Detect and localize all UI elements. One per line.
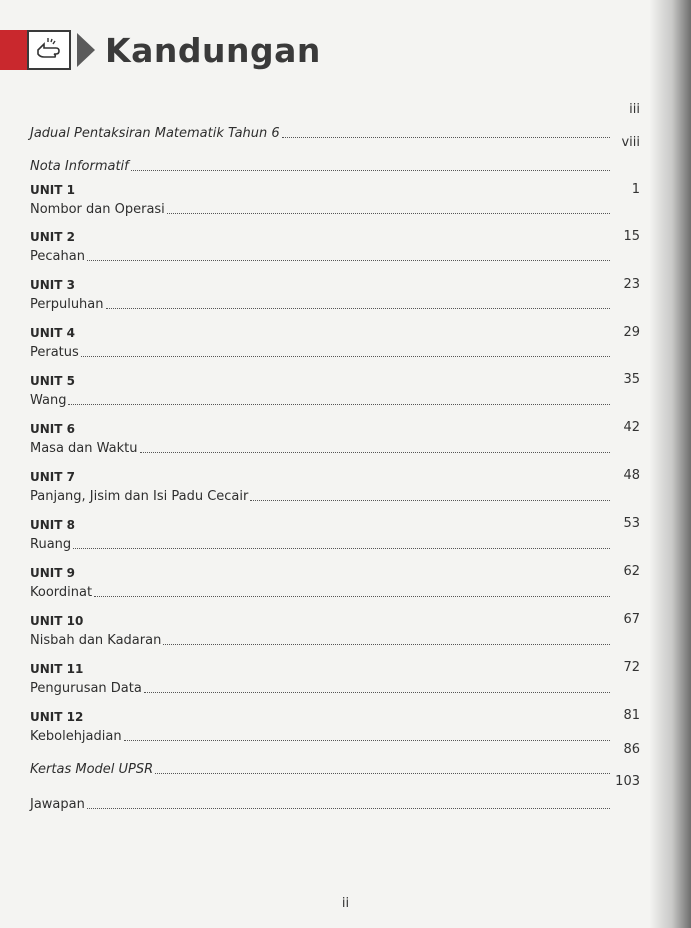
- toc-entry-title: Jawapan: [30, 797, 85, 812]
- unit-label: UNIT 7: [30, 470, 75, 484]
- toc-page-number: 72: [623, 660, 640, 675]
- unit-label: UNIT 3: [30, 278, 75, 292]
- toc-page-number: 48: [623, 468, 640, 483]
- toc-entry-title: Pecahan: [30, 249, 85, 264]
- toc-entry[interactable]: [30, 585, 640, 600]
- unit-label: UNIT 10: [30, 614, 84, 628]
- toc-entry-title: Panjang, Jisim dan Isi Padu Cecair: [30, 489, 249, 504]
- dot-leader: [163, 643, 610, 645]
- unit-label: UNIT 1: [30, 183, 75, 197]
- toc-entry[interactable]: [30, 249, 640, 264]
- toc-page-number: 15: [623, 229, 640, 244]
- red-header-tab: [0, 30, 27, 70]
- unit-label: UNIT 5: [30, 374, 75, 388]
- dot-leader: [87, 259, 610, 261]
- dot-leader: [124, 739, 610, 741]
- toc-entry[interactable]: [30, 633, 640, 648]
- page-edge-shadow: [649, 0, 691, 928]
- toc-entry-title: Masa dan Waktu: [30, 441, 138, 456]
- toc-entry[interactable]: [30, 681, 640, 696]
- toc-entry-title: Kebolehjadian: [30, 729, 122, 744]
- toc-page-number: 86: [623, 742, 640, 757]
- unit-label: UNIT 12: [30, 710, 84, 724]
- unit-label: UNIT 2: [30, 230, 75, 244]
- toc-entry-title: Nota Informatif: [30, 159, 129, 174]
- dot-leader: [131, 169, 610, 171]
- unit-label: UNIT 9: [30, 566, 75, 580]
- toc-entry[interactable]: [30, 126, 640, 141]
- toc-entry[interactable]: [30, 393, 640, 408]
- toc-page-number: 1: [631, 182, 640, 197]
- dot-leader: [250, 499, 610, 501]
- unit-label: UNIT 11: [30, 662, 84, 676]
- toc-page-number: 42: [623, 420, 640, 435]
- toc-page-number: viii: [621, 135, 640, 150]
- toc-entry[interactable]: [30, 297, 640, 312]
- dot-leader: [87, 807, 610, 809]
- toc-entry-title: Nombor dan Operasi: [30, 202, 165, 217]
- unit-label: UNIT 8: [30, 518, 75, 532]
- toc-entry-title: Ruang: [30, 537, 72, 552]
- toc-entry-title: Koordinat: [30, 585, 93, 600]
- toc-entry-title: Perpuluhan: [30, 297, 104, 312]
- toc-page-number: 103: [615, 774, 640, 789]
- dot-leader: [144, 691, 610, 693]
- toc-entry[interactable]: [30, 202, 640, 217]
- toc-entry[interactable]: [30, 489, 640, 504]
- dot-leader: [167, 212, 610, 214]
- toc-entry[interactable]: [30, 441, 640, 456]
- toc-entry[interactable]: [30, 729, 640, 744]
- toc-entry[interactable]: [30, 762, 640, 777]
- toc-page-number: 35: [623, 372, 640, 387]
- dot-leader: [68, 403, 610, 405]
- toc-entry-title: Kertas Model UPSR: [30, 762, 154, 777]
- toc-page-number: 23: [623, 277, 640, 292]
- toc-entry[interactable]: [30, 345, 640, 360]
- page-number: ii: [341, 896, 350, 911]
- header: [27, 30, 321, 70]
- dot-leader: [155, 772, 610, 774]
- dot-leader: [140, 451, 611, 453]
- dot-leader: [94, 595, 610, 597]
- toc-page-number: iii: [629, 102, 640, 117]
- toc-page-number: 53: [623, 516, 640, 531]
- pointing-hand-icon: [27, 30, 71, 70]
- dot-leader: [81, 355, 610, 357]
- toc-page-number: 81: [623, 708, 640, 723]
- toc-page-number: 67: [623, 612, 640, 627]
- dot-leader: [106, 307, 610, 309]
- toc-entry-title: Pengurusan Data: [30, 681, 142, 696]
- unit-label: UNIT 4: [30, 326, 75, 340]
- toc-entry-title: Peratus: [30, 345, 79, 360]
- toc-entry-title: Wang: [30, 393, 67, 408]
- toc-page-number: 62: [623, 564, 640, 579]
- dot-leader: [73, 547, 610, 549]
- page-title: Kandungan: [105, 30, 321, 70]
- toc-page-number: 29: [623, 325, 640, 340]
- toc-entry[interactable]: [30, 797, 640, 812]
- unit-label: UNIT 6: [30, 422, 75, 436]
- toc-entry[interactable]: [30, 537, 640, 552]
- toc-entry[interactable]: [30, 159, 640, 174]
- toc-entry-title: Jadual Pentaksiran Matematik Tahun 6: [30, 126, 280, 141]
- toc-entry-title: Nisbah dan Kadaran: [30, 633, 162, 648]
- arrow-right-icon: [77, 33, 95, 67]
- dot-leader: [282, 136, 610, 138]
